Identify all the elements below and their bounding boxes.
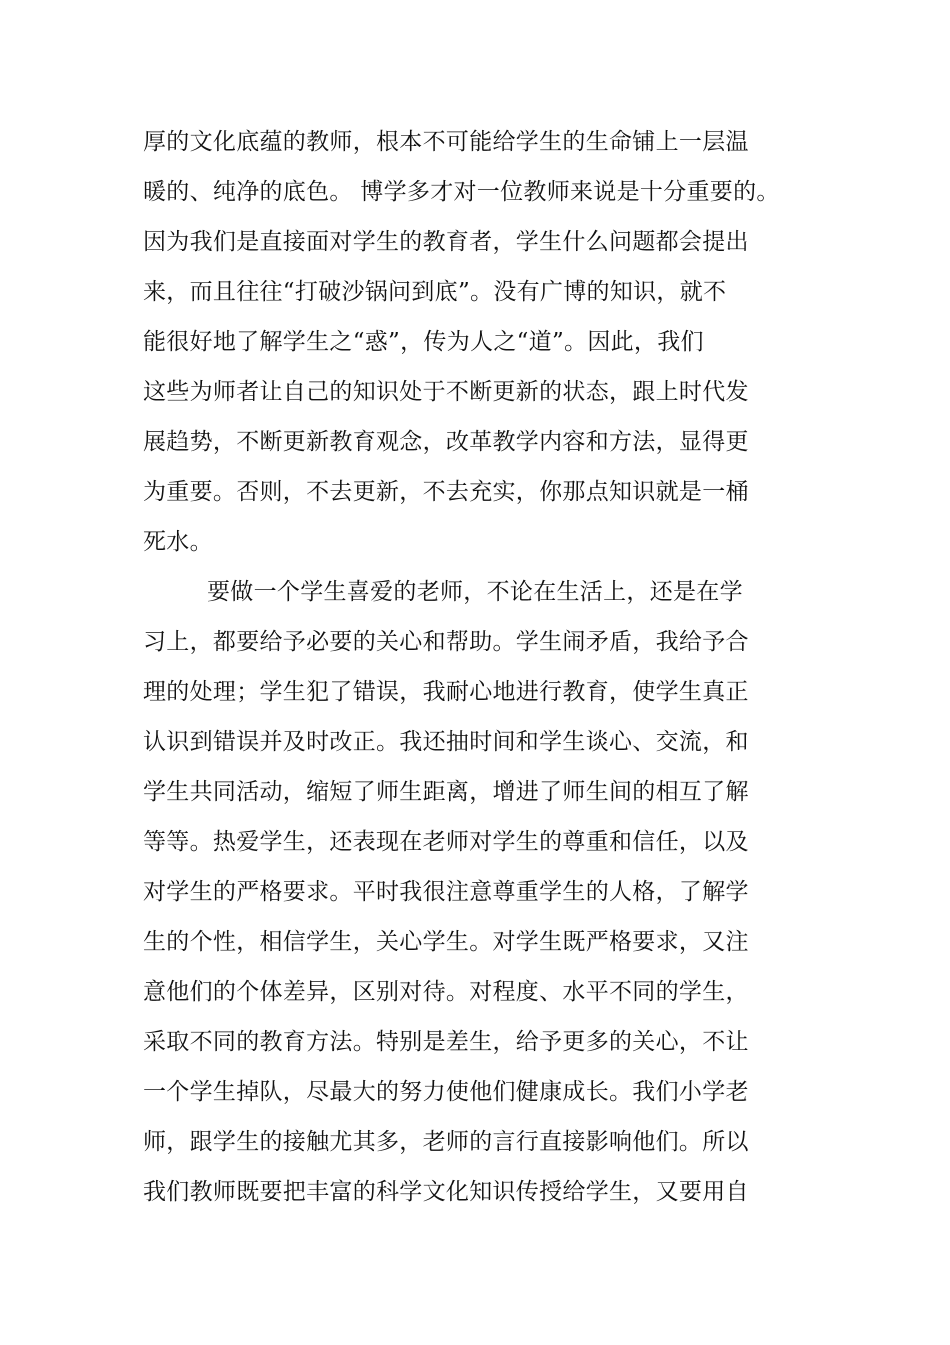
paragraph-2-line-3: 理的处理；学生犯了错误，我耐心地进行教育，使学生真正 — [143, 679, 749, 705]
paragraph-2-line-10: 采取不同的教育方法。特别是差生，给予更多的关心，不让 — [143, 1029, 749, 1055]
paragraph-1-line-1: 厚的文化底蕴的教师，根本不可能给学生的生命铺上一层温 — [143, 129, 749, 155]
paragraph-2-line-12: 师，跟学生的接触尤其多，老师的言行直接影响他们。所以 — [143, 1129, 749, 1155]
paragraph-1-line-4: 来，而且往往“打破沙锅问到底”。没有广博的知识，就不 — [143, 279, 727, 305]
paragraph-2-line-11: 一个学生掉队，尽最大的努力使他们健康成长。我们小学老 — [143, 1079, 749, 1105]
paragraph-2-line-1: 要做一个学生喜爱的老师，不论在生活上，还是在学 — [207, 579, 743, 605]
paragraph-1-line-9: 死水。 — [143, 529, 213, 555]
paragraph-2-line-6: 等等。热爱学生，还表现在老师对学生的尊重和信任，以及 — [143, 829, 749, 855]
paragraph-1-line-5: 能很好地了解学生之“惑”，传为人之“道”。因此，我们 — [143, 329, 704, 355]
paragraph-2-line-8: 生的个性，相信学生，关心学生。对学生既严格要求，又注 — [143, 929, 749, 955]
paragraph-2-line-2: 习上，都要给予必要的关心和帮助。学生闹矛盾，我给予合 — [143, 629, 749, 655]
paragraph-2-line-7: 对学生的严格要求。平时我很注意尊重学生的人格，了解学 — [143, 879, 749, 905]
paragraph-1-line-2: 暖的、纯净的底色。 博学多才对一位教师来说是十分重要的。 — [143, 179, 780, 205]
paragraph-2-line-13: 我们教师既要把丰富的科学文化知识传授给学生，又要用自 — [143, 1179, 749, 1205]
paragraph-1-line-8: 为重要。否则，不去更新，不去充实，你那点知识就是一桶 — [143, 479, 749, 505]
paragraph-2-line-9: 意他们的个体差异，区别对待。对程度、水平不同的学生， — [143, 979, 749, 1005]
paragraph-2-line-5: 学生共同活动，缩短了师生距离，增进了师生间的相互了解 — [143, 779, 749, 805]
paragraph-2-line-4: 认识到错误并及时改正。我还抽时间和学生谈心、交流，和 — [143, 729, 749, 755]
paragraph-1-line-3: 因为我们是直接面对学生的教育者，学生什么问题都会提出 — [143, 229, 749, 255]
paragraph-1-line-7: 展趋势，不断更新教育观念，改革教学内容和方法，显得更 — [143, 429, 749, 455]
paragraph-1-line-6: 这些为师者让自己的知识处于不断更新的状态，跟上时代发 — [143, 379, 749, 405]
